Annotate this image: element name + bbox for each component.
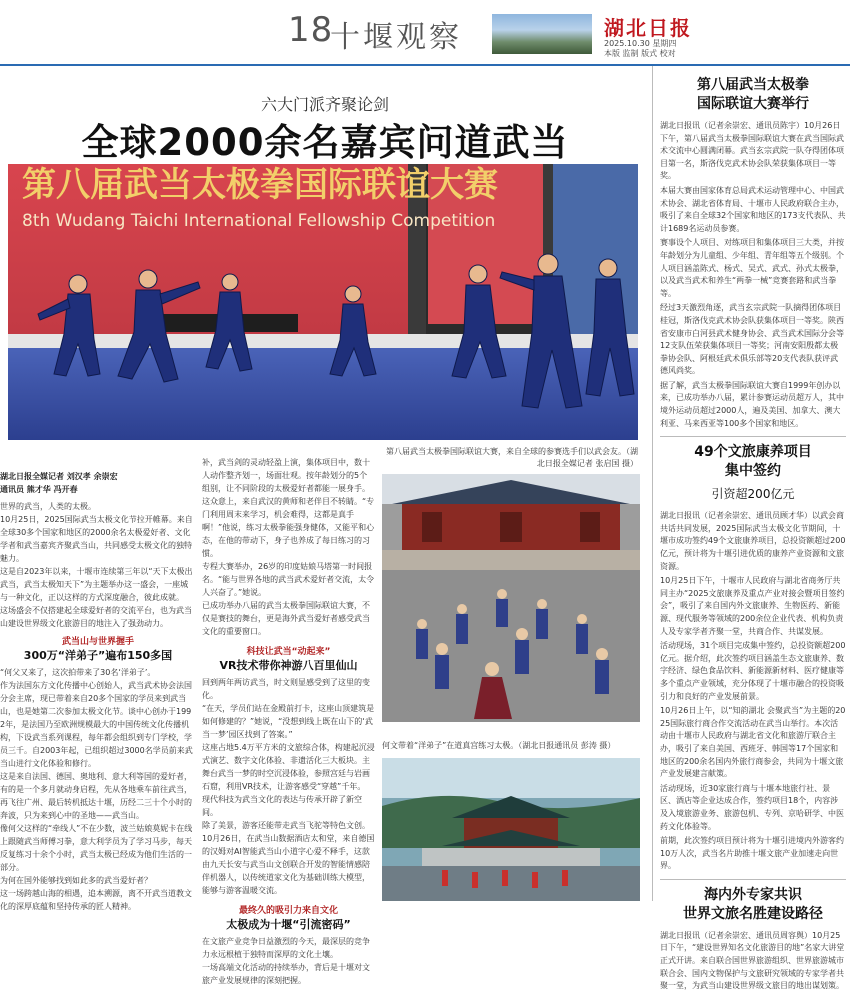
paragraph: 世界的武当，人类的太极。 [0, 502, 96, 511]
paragraph: 本届大赛由国家体育总局武术运动管理中心、中国武术协会、湖北省体育局、十堰市人民政府联合主办，吸引了来自全球32个国家和地区的173支代表队、共计1689名运动员参赛。 [660, 185, 846, 233]
subheading: 武当山与世界握手 [61, 637, 134, 647]
banner-english: 8th Wudang Taichi International Fellowship Competition [22, 211, 496, 231]
right-news-column [660, 72, 846, 991]
banner-chinese: 第八届武当太极拳国际联谊大赛 [22, 165, 498, 205]
issue-date: 2025.10.30 星期四 [604, 39, 677, 48]
paragraph: 已成功举办八届的武当太极拳国际联谊大赛，不仅是赛技的舞台，更是海外武当爱好者感受武当文化的重要窗口。 [202, 601, 370, 636]
performer-figure [442, 870, 448, 886]
paragraph: 这是自2023年以来，十堰市连续第三年以“天下太极出武当，武当太极知天下”为主题举办这一盛会，一座城与一种文化，正以这样的方式深度融合，彼此成就。 [0, 567, 193, 602]
paragraph: 湖北日报讯（记者余崇宏、通讯员陈宇）10月26日下午，第八届武当太极拳国际联谊大赛在武当国际武术交流中心圆满闭幕。武当玄宗武院一队夺得团体项目第一名，斯洛伐克武术协会队荣获集体项目一等奖。 [660, 121, 844, 181]
subheading: 最终久的吸引力来自文化 [238, 906, 338, 916]
paragraph: 10月25日下午，十堰市人民政府与湖北省商务厅共同主办“2025文旅康养及重点产业对接会暨项目签约会”，吸引了来自国内外文旅康养、生物医药、新能源、现代服务等领域的200余位企业代表、机构负责人及专家学者齐聚一堂，共商合作、共谋发展。 [660, 576, 845, 636]
paragraph: 湖北日报讯（记者余崇宏、通讯员顾才华）以武会商共话共同发展，2025国际武当太极文化节期间，十堰市成功签约49个文旅康养项目，总投资额超过200亿元，预计将为十堰引进优质的康养产业资源和文旅资源。 [660, 511, 846, 571]
section-title: 十堰观察 [330, 20, 462, 55]
paragraph: 活动现场，31个项目完成集中签约，总投资额超200亿元。据介绍，此次签约项目涵盖生态文旅康养、数字经济、绿色食品饮料、新能源新材料、医疗健康等多个重点产业领域，充分体现了十堰市融合的投资吸引力和良好的产业发展前景。 [660, 641, 846, 701]
paragraph: 作为法国东方文化传播中心创始人，武当武术协会法国分会主席，现已带着来自20多个国家的学员来到武当山，也是她第二次参加太极文化节。谈中心创办于1992年，是法国乃至欧洲规模最大的中国传统文化传播机构，下设武当系列课程，每年都会组织到专门学校，学员三千。自2003年起，已组织超过3000名学员前来武当山进行文化体验和修行。 [0, 681, 193, 768]
paragraph: 回到两年两访武当，时文则显感受到了这里的变化。 [202, 678, 370, 700]
article-separator [660, 436, 846, 437]
paragraph: 10月25日，2025国际武当太极文化节拉开帷幕。来自全球30多个国家和地区的2000余名太极爱好者、文化学者和武当嘉宾齐聚武当山，共同感受太极文化的独特魅力。 [0, 515, 193, 563]
performer-figure [502, 870, 508, 886]
masthead [0, 0, 850, 66]
paragraph: 前期，此次签约项目预计将为十堰引进境内外游客约10万人次，武当名片助推十堰文旅产业加速走向世界。 [660, 836, 844, 871]
kicker: 六大门派齐聚论剑 [260, 95, 389, 114]
practitioner-figure [435, 643, 449, 689]
paragraph: 据了解，武当太极拳国际联谊大赛自1999年创办以来，已成功举办八届，累计参赛运动员超万人，其中境外运动员超过2000人，遍及美国、加拿大、澳大利亚、马来西亚等100多个国家和地区。 [660, 380, 844, 428]
paragraph: 这场盛会不仅搭建起全球爱好者的交流平台，也为武当山建设世界级文化旅游目的地注入了强劲动力。 [0, 606, 192, 628]
article-subtitle: 引资超200亿元 [711, 487, 795, 502]
article-title: 49个文旅康养项目 集中签约 [694, 444, 812, 480]
practitioner-figure [536, 599, 548, 639]
paragraph: 一场高端文化活动的持续举办，背后是十堰对文旅产业发展规律的深刻把握。 [202, 963, 370, 985]
subheading: 科技让武当“动起来” [246, 647, 331, 657]
newspaper-logo: 湖北日报 [604, 16, 692, 40]
paragraph: 10月26日上午，以“知韵湖北 会聚武当”为主题的2025国际旅行商合作交流活动在武当山举行。本次活动由十堰市人民政府与湖北省文化和旅游厅联合主办，吸引了来自美国、西班牙、韩国等17个国家和地区的200余名国内外旅行商参会，共同为十堰文旅产业发展建言献策。 [660, 706, 846, 779]
practitioner-figure [576, 614, 588, 654]
byline: 湖北日报全媒记者 刘汉孝 余崇宏 通讯员 熊才华 冯开春 [0, 472, 118, 494]
subheading: VR技术带你神游八百里仙山 [219, 659, 358, 672]
page-number: 18 [288, 10, 334, 50]
photo-caption: 何文带着“洋弟子”在道真宫练习太极。（湖北日报通讯员 彭涛 摄） [382, 741, 616, 750]
paragraph: 这是来自法国、德国、奥地利、意大利等国的爱好者，有的是一个多月就动身启程，先从各地乘车前往武当，再飞往广州、最后转机抵达十堰，历经二三十个小时的奔波，只为来到心中的圣地——武当山。 [0, 772, 192, 820]
practitioner-figure [416, 619, 428, 659]
paragraph: 赛事设个人项目、对练项目和集体项目三大类，并按年龄划分为儿童组、少年组、青年组等五个级别。个人项目涵盖陈式、杨式、吴式、武式、孙式太极拳，以及武当武术和养生“两拳一械”竞赛套路和武当拳等。 [660, 238, 844, 298]
paragraph: 除了美景，游客还能带走武当飞驼等特色文创。10月26日，在武当山数据酒店太和堂，来自德国的汉姆对AI智能武当山小道字心爱不释手，这款由九天长安与武当山文创联合开发的智能情感陪伴机器人，以传统道家文化为基础训练大模型，能够与游客温暖交流。 [202, 821, 375, 895]
photo-caption: 第八届武当太极拳国际联谊大赛，来自全球的参赛选手们以武会友。（湖北日报全媒记者 张启国 摄） [386, 447, 638, 468]
competition-photo [8, 164, 638, 440]
article-column-1 [0, 470, 196, 911]
temple-practice-illustration [382, 474, 640, 722]
performer-figure [532, 872, 538, 888]
article-title: 海内外专家共识 世界文旅名胜建设路径 [683, 886, 823, 922]
palace-stage-illustration [382, 758, 640, 901]
practitioner-figure [515, 628, 529, 674]
article-title: 第八届武当太极拳 国际联谊大赛举行 [697, 77, 809, 112]
paragraph: 湖北日报讯（记者余崇宏、通讯员周容舆）10月25日下午，“建设世界知名文化旅游目的地”名家大讲堂正式开讲。来自联合国世界旅游组织、世界旅游城市联合会、国内文物保护与文旅研究领域的专家学者共聚一堂，为武当山建设世界级文旅目的地出谋划策。 [660, 930, 845, 991]
paragraph: “在天，学员们站在金殿前打卡，这座山顶建筑是如何修建的？”她说，“没想到线上既在山下的‘武当一梦’园区找到了答案。” [202, 704, 375, 739]
paragraph: 这一场跨越山海的相遇，追本溯源，离不开武当道教文化的深厚底蕴和坚持传承的匠人精神。 [0, 889, 192, 911]
paragraph: 专程大赛举办，26岁的印度姑娘马塔第一时间报名。“能与世界各地的武当武术爱好者交流，太令人兴奋了。”她说。 [202, 562, 375, 597]
column-divider [652, 66, 653, 901]
palace-stage-photo [382, 758, 640, 901]
main-headline: 全球2000余名嘉宾问道武当 [81, 121, 569, 164]
performer-figure [472, 872, 478, 888]
paragraph: 为何在国外能够找到如此多的武当爱好者？ [0, 876, 152, 885]
paragraph: 这众意上，来自武汉的黄师和老伴目不转睛。“专门利用周末来学习，机会难得，这都是真手啊！”他说，练习太极拳能强身健体，又能平和心态，在他的带动下，身子也养成了每日练习的习惯。 [202, 497, 375, 558]
paragraph: 经过3天激烈角逐，武当玄宗武院一队摘得团体项目桂冠，斯洛伐克武术协会队获集体项目一等奖。陕西省安康市白河县武术健身协会、武当武术国际分会等12支队伍荣获集体项目一等奖；河南安阳殷都太极拳协会队、阿根廷武术俱乐部等20支代表队获评武德风尚奖。 [660, 303, 844, 376]
paragraph: 补，武当剑的灵动轻盈上演，集体项目中，数十人动作整齐划一，场面壮观。按年龄划分的5个组别，让不同阶段的太极爱好者都能一展身手。 [202, 458, 370, 493]
subheading: 太极成为十堰“引流密码” [226, 918, 351, 931]
header-landscape-image [492, 14, 592, 54]
competition-photo-illustration [8, 164, 638, 440]
paragraph: “何父又来了，这次拍带来了30名‘洋弟子’。 [0, 668, 156, 677]
article-column-2 [202, 456, 375, 985]
performer-figure [562, 870, 568, 886]
paragraph: 这座占地5.4万平方米的文旅综合体，构建起沉浸式演艺、数字文化体验、非遗活化三大板块。主舞台武当一梦的时空沉浸体验，参照宫廷与岩画石窟，利用VR技术，让游客感受“穿越”千年。 [202, 743, 375, 791]
paragraph: 活动现场，近30家旅行商与十堰本地旅行社、景区、酒店等企业达成合作，签约项目18个，内容涉及入境旅游业务、旅游包机、专列、京哈研学、中医药文化体验等。 [660, 783, 844, 831]
paragraph: 在文旅产业竞争日益激烈的今天，最深层的竞争力永远根植于独特而深厚的文化土壤。 [202, 937, 370, 959]
paragraph: 现代科技为武当文化的表达与传承开辟了新空间。 [202, 795, 362, 817]
practitioner-figure [496, 589, 508, 627]
paragraph: 像何父这样的“牵线人”不在少数，波兰姑娘莫妮卡在线上跟随武当师傅习拳，意大利学员为了学习马步，每天反复练习十余个小时，武当太极已经成为他们生活的一部分。 [0, 824, 193, 872]
temple-practice-photo [382, 474, 640, 722]
editor-credits: 本版 监制 版式 校对 [604, 49, 676, 58]
practitioner-figure [456, 604, 468, 644]
article-separator [660, 879, 846, 880]
subheading: 300万“洋弟子”遍布150多国 [23, 649, 173, 662]
practitioner-figure [595, 648, 609, 694]
